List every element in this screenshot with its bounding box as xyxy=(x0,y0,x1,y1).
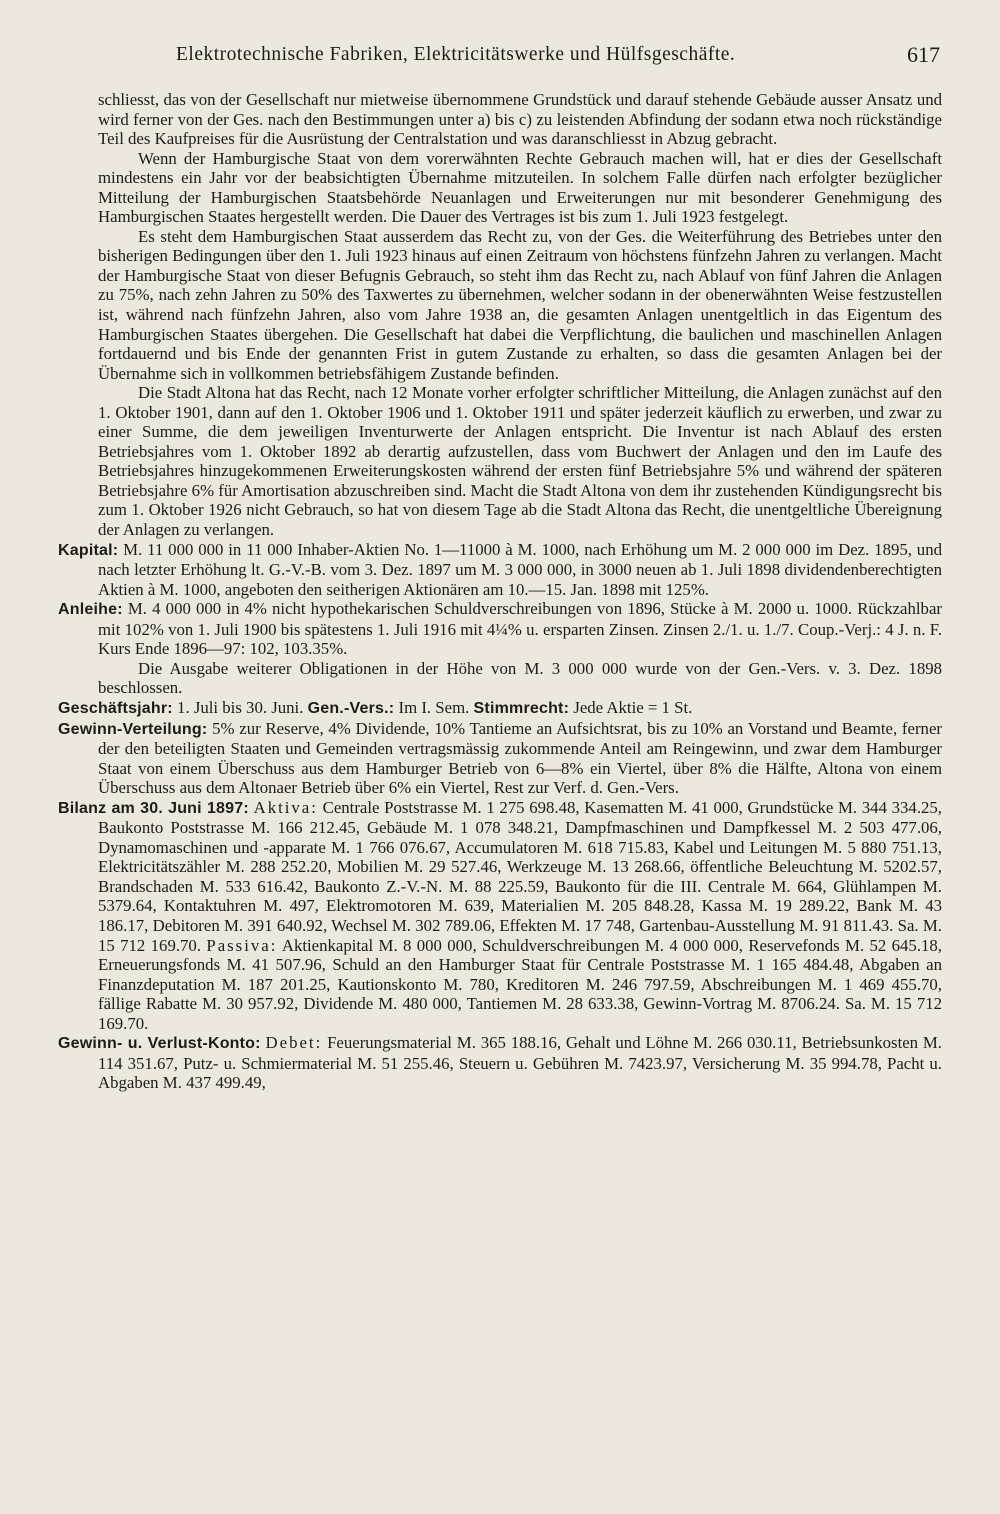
paragraph: Wenn der Hamburgische Staat von dem vorerwähnten Rechte Gebrauch machen will, hat er dies der Gesellschaft mindestens ein Jahr vor der beabsichtigten Übernahme mitzuteilen. In solchem Falle dürfen nach erfolgter bezüglicher Mitteilung der Hamburgischen Staatsbehörde Neuanlagen und Erweiterungen nur mit besonderer Genehmigung des Hamburgischen Staates hergestellt werden. Die Dauer des Vertrages ist bis zum 1. Juli 1923 festgelegt. xyxy=(98,148,942,227)
paragraph: Die Stadt Altona hat das Recht, nach 12 Monate vorher erfolgter schriftlicher Mitteilung, die Anlagen zunächst auf den 1. Oktober 1901, dann auf den 1. Oktober 1906 und 1. Oktober 1911 und später jederzeit käuflich zu erwerben, und zwar zu einer Summe, die dem jeweiligen Inventurwerte der Anlagen entspricht. Die Inventur ist nach Ablauf des ersten Betriebsjahres vom 1. Oktober 1892 ab derartig aufzustellen, dass vom Buchwert der Anlagen und den im Laufe des Betriebsjahres hinzugekommenen Erweiterungskosten während der ersten fünf Betriebsjahre 5% und während der späteren Betriebsjahre 6% für Amortisation abzuschreiben sind. Macht die Stadt Altona von dem ihr zustehenden Kündigungsrecht bis zum 1. Oktober 1926 nicht Gebrauch, so hat von diesem Tage ab die Stadt Altona das Recht, die unentgeltliche Übereignung der Anlagen zu verlangen. xyxy=(98,383,942,540)
kapital-label: Kapital: xyxy=(58,541,119,559)
guv-entry xyxy=(58,1033,942,1093)
running-title: Elektrotechnische Fabriken, Elektricitätswerke und Hülfsgeschäfte. xyxy=(176,44,736,65)
paragraph: Es steht dem Hamburgischen Staat ausserdem das Recht zu, von der Ges. die Weiterführung des Betriebes unter den bisherigen Bedingungen über den 1. Juli 1923 hinaus auf einen Zeitraum von höchstens fünfzehn Jahren zu verlangen. Macht der Hamburgische Staat von dieser Befugnis Gebrauch, so steht ihm das Recht zu, nach Ablauf von fünf Jahren die Anlagen zu 75%, nach zehn Jahren zu 50% des Taxwertes zu übernehmen, welcher sodann in der obenerwähnten Weise festzustellen ist, während nach fünfzehn Jahren, also vom Jahre 1938 an, die gesamten Anlagen unentgeltlich in das Eigentum des Hamburgischen Staates übergehen. Die Gesellschaft hat dabei die Verpflichtung, die baulichen und maschinellen Anlagen fortdauernd und bis Ende der genannten Frist in gutem Zustande zu erhalten, so dass die gesamten Anlagen bei der Übernahme sich in vollkommen betriebsfähigem Zustande befinden. xyxy=(98,226,942,383)
geschaeftsjahr-text: 1. Juli bis 30. Juni. xyxy=(177,697,304,717)
aktiva-text: Centrale Poststrasse M. 1 275 698.48, Kasematten M. 41 000, Grundstücke M. 344 334.25, Baukonto Poststrasse M. 166 212.45, Gebäude M. 1 078 348.21, Dampfmaschinen und Dampfkessel M. 2 503 477.06, Dynamomaschinen und -apparate M. 1 766 076.67, Accumulatoren M. 618 715.83, Kabel und Leitungen M. 5 880 751.13, Elektricitätszähler M. 288 252.20, Mobilien M. 29 527.46, Werkzeuge M. 13 268.66, öffentliche Beleuchtung M. 5202.57, Brandschaden M. 533 616.42, Baukonto Z.-V.-N. M. 88 225.59, Baukonto für die III. Centrale M. 664, Glühlampen M. 5379.64, Kontaktuhren M. 497, Elektromotoren M. 639, Materialien M. 205 848.28, Kassa M. 19 289.22, Bank M. 43 186.17, Debitoren M. 391 640.92, Wechsel M. 302 789.06, Effekten M. 17 748, Gartenbau-Ausstellung M. 91 811.43. Sa. M. 15 712 169.70. xyxy=(98,797,942,955)
gewinn-verteilung-text: 5% zur Reserve, 4% Dividende, 10% Tantieme an Aufsichtsrat, bis zu 10% an Vorstand und Beamte, ferner der den beteiligten Staaten und Gemeinden vertragsmässig zukommende Anteil am Reingewinn, und zwar dem Hamburger Staat von einem Überschuss aus dem Hamburger Betrieb von 6—8% ein Viertel, über 8% die Hälfte, Altona von einem Überschuss aus dem Altonaer Betrieb über 6% ein Viertel, Rest zur Verf. d. Gen.-Vers. xyxy=(98,718,942,798)
anleihe-text: M. 4 000 000 in 4% nicht hypothekarischen Schuldverschreibungen von 1896, Stücke à M. 2000 u. 1000. Rückzahlbar mit 102% von 1. Juli 1900 bis spätestens 1. Juli 1916 mit 4¼% u. ersparten Zinsen. Zinsen 2./1. u. 1./7. Coup.-Verj.: 4 J. n. F. Kurs Ende 1896—97: 102, 103.35%. xyxy=(98,599,942,659)
passiva-label: Passiva: xyxy=(206,935,278,955)
anleihe-entry xyxy=(58,599,942,659)
genvers-text: Im I. Sem. xyxy=(398,697,470,717)
kapital-entry xyxy=(58,540,942,600)
stimmrecht-text: Jede Aktie = 1 St. xyxy=(573,697,693,717)
document-body xyxy=(58,90,942,1093)
anleihe-followup: Die Ausgabe weiterer Obligationen in der Höhe von M. 3 000 000 wurde von der Gen.-Vers. v. 3. Dez. 1898 beschlossen. xyxy=(98,658,942,698)
kapital-text: M. 11 000 000 in 11 000 Inhaber-Aktien No. 1—11000 à M. 1000, nach Erhöhung um M. 2 000 000 im Dez. 1895, und nach letzter Erhöhung lt. G.-V.-B. vom 3. Dez. 1897 um M. 3 000 000, in 3000 neuen ab 1. Juli 1898 dividendenberechtigten Aktien à M. 1000, angeboten den seitherigen Aktionären am 10.—15. Jan. 1898 mit 125%. xyxy=(98,539,942,599)
running-header xyxy=(58,40,942,80)
gewinn-verteilung-entry xyxy=(58,719,942,798)
stimmrecht-label: Stimmrecht: xyxy=(473,699,570,717)
geschaeftsjahr-entry xyxy=(58,698,942,719)
gewinn-verteilung-label: Gewinn-Verteilung: xyxy=(58,720,208,738)
aktiva-label: Aktiva: xyxy=(253,797,318,817)
bilanz-entry xyxy=(58,798,942,1034)
geschaeftsjahr-label: Geschäftsjahr: xyxy=(58,699,173,717)
bilanz-label: Bilanz am 30. Juni 1897: xyxy=(58,799,249,817)
paragraph-continued: schliesst, das von der Gesellschaft nur mietweise übernommene Grundstück und darauf stehende Gebäude ausser Ansatz und wird ferner von der Ges. nach den Bestimmungen unter a) bis c) zu leistenden Abfindung der sodann etwa noch rückständige Teil des Kaufpreises für die Ausrüstung der Centralstation und was daranschliesst in Abzug gebracht. xyxy=(98,90,942,149)
guv-label: Gewinn- u. Verlust-Konto: xyxy=(58,1035,261,1053)
debet-label: Debet: xyxy=(265,1033,323,1053)
passiva-text: Aktienkapital M. 8 000 000, Schuldverschreibungen M. 4 000 000, Reservefonds M. 52 645.18, Erneuerungsfonds M. 41 507.96, Schuld an den Hamburger Staat für Centrale Poststrasse M. 1 165 484.48, Abgaben an Finanzdeputation M. 187 201.25, Kautionskonto M. 780, Kreditoren M. 246 797.59, Abschreibungen M. 1 469 455.70, fällige Rabatte M. 30 957.92, Dividende M. 480 000, Tantiemen M. 28 633.38, Gewinn-Vortrag M. 8706.24. Sa. M. 15 712 169.70. xyxy=(98,935,942,1033)
guv-text: Feuerungsmaterial M. 365 188.16, Gehalt und Löhne M. 266 030.11, Betriebsunkosten M. 114 351.67, Putz- u. Schmiermaterial M. 51 255.46, Steuern u. Gebühren M. 7423.97, Versicherung M. 35 994.78, Pacht u. Abgaben M. 437 499.49, xyxy=(98,1033,943,1093)
anleihe-label: Anleihe: xyxy=(58,601,123,619)
genvers-label: Gen.-Vers.: xyxy=(307,699,395,717)
page-number: 617 xyxy=(907,42,940,67)
